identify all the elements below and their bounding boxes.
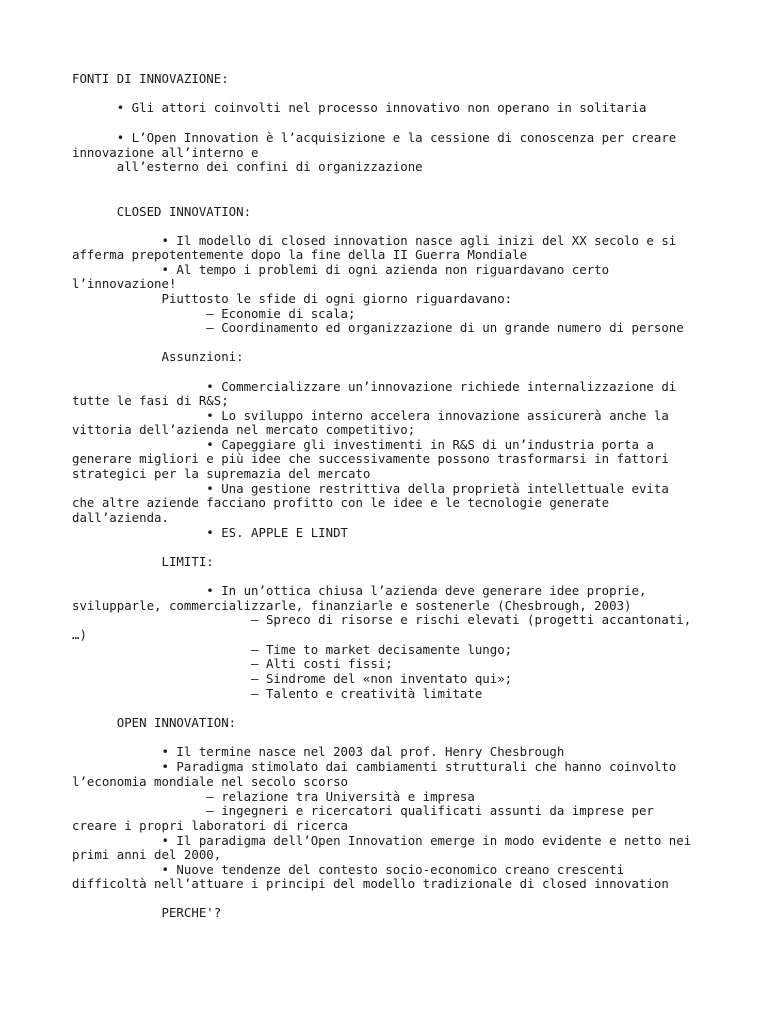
text-line: Piuttosto le sfide di ogni giorno riguardavano: [72,291,513,306]
bullet-line: • L’Open Innovation è l’acquisizione e la cessione di conoscenza per creare [72,130,677,145]
dash-line: – Coordinamento ed organizzazione di un grande numero di persone [72,320,684,335]
text-line: vittoria dell’azienda nel mercato competitivo; [72,422,416,437]
subheading-perche: PERCHE'? [72,905,222,920]
text-line: difficoltà nell’attuare i principi del modello tradizionale di closed innovation [72,876,669,891]
bullet-line: • Commercializzare un’innovazione richiede internalizzazione di [72,379,677,394]
text-line: l’economia mondiale nel secolo scorso [72,774,349,789]
text-line: l’innovazione! [72,276,177,291]
bullet-line: • Gli attori coinvolti nel processo innovativo non operano in solitaria [72,100,647,115]
text-line: tutte le fasi di R&S; [72,393,229,408]
bullet-line: • Una gestione restrittiva della proprietà intellettuale evita [72,481,669,496]
dash-line: – Talento e creatività limitate [72,686,483,701]
bullet-line: • Lo sviluppo interno accelera innovazione assicurerà anche la [72,408,669,423]
section-heading-open-innovation: OPEN INNOVATION: [72,715,237,730]
bullet-line: • ES. APPLE E LINDT [72,525,349,540]
text-line: strategici per la supremazia del mercato [72,466,371,481]
subheading-limiti: LIMITI: [72,554,214,569]
text-line: afferma prepotentemente dopo la fine della II Guerra Mondiale [72,247,528,262]
bullet-line: • Paradigma stimolato dai cambiamenti strutturali che hanno coinvolto [72,759,677,774]
bullet-line: • Al tempo i problemi di ogni azienda non riguardavano certo [72,262,610,277]
bullet-line: • Capeggiare gli investimenti in R&S di un’industria porta a [72,437,654,452]
text-line: innovazione all’interno e [72,145,259,160]
text-line: all’esterno dei confini di organizzazione [72,159,423,174]
dash-line: – Economie di scala; [72,306,356,321]
text-line: generare migliori e più idee che successivamente possono trasformarsi in fattori [72,451,669,466]
text-line: creare i propri laboratori di ricerca [72,818,349,833]
section-heading-fonti: FONTI DI INNOVAZIONE: [72,71,229,86]
bullet-line: • Il paradigma dell’Open Innovation emerge in modo evidente e netto nei [72,833,692,848]
bullet-line: • Il modello di closed innovation nasce agli inizi del XX secolo e si [72,233,677,248]
text-line: primi anni del 2000, [72,847,222,862]
text-line: …) [72,627,87,642]
text-line: svilupparle, commercializzarle, finanziarle e sostenerle (Chesbrough, 2003) [72,598,632,613]
bullet-line: • In un’ottica chiusa l’azienda deve generare idee proprie, [72,583,647,598]
subheading-assunzioni: Assunzioni: [72,349,244,364]
dash-line: – ingegneri e ricercatori qualificati assunti da imprese per [72,803,654,818]
text-line: che altre aziende facciano profitto con le idee e le tecnologie generate [72,495,610,510]
dash-line: – Time to market decisamente lungo; [72,642,513,657]
dash-line: – Sindrome del «non inventato qui»; [72,671,513,686]
dash-line: – relazione tra Università e impresa [72,789,475,804]
dash-line: – Alti costi fissi; [72,656,393,671]
dash-line: – Spreco di risorse e rischi elevati (progetti accantonati, [72,612,692,627]
section-heading-closed-innovation: CLOSED INNOVATION: [72,204,252,219]
text-line: dall’azienda. [72,510,169,525]
bullet-line: • Nuove tendenze del contesto socio-economico creano crescenti [72,862,625,877]
bullet-line: • Il termine nasce nel 2003 dal prof. Henry Chesbrough [72,744,565,759]
